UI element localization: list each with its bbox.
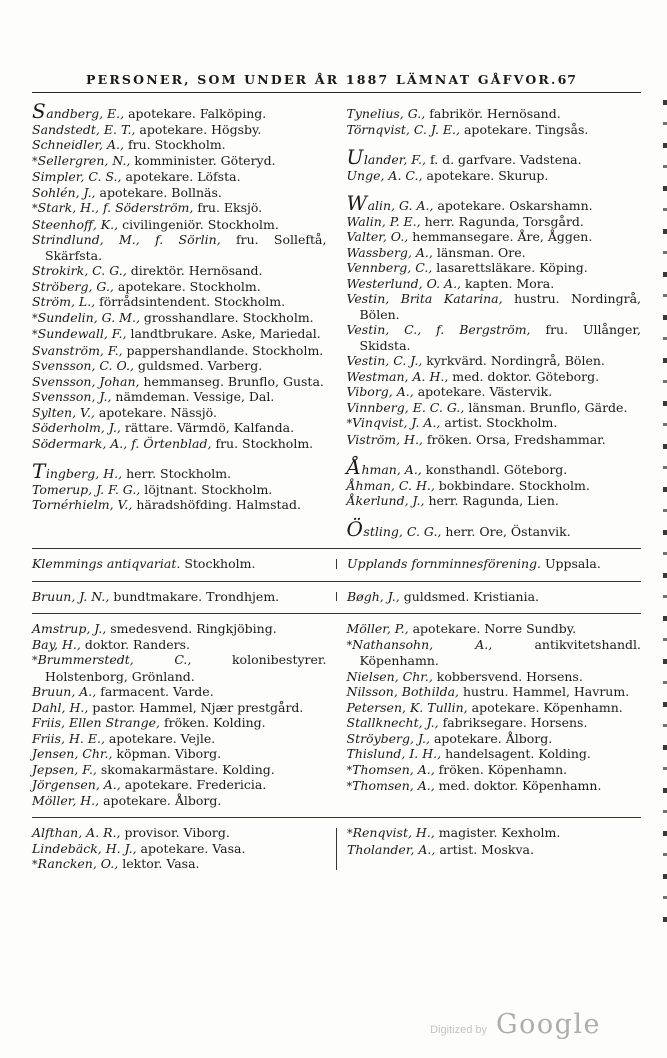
person-name: Svanström, F., xyxy=(32,342,123,358)
directory-entry xyxy=(347,715,642,731)
directory-entry xyxy=(347,825,641,842)
directory-entry xyxy=(346,145,642,169)
directory-entry xyxy=(347,621,642,637)
letter-group xyxy=(346,191,642,447)
page-title: PERSONER, SOM UNDER ÅR 1887 LÄMNAT GÅFVOR. xyxy=(86,72,558,87)
person-details: Stockholm. xyxy=(184,556,256,571)
donor-star: * xyxy=(32,858,38,871)
directory-entry xyxy=(32,358,327,374)
person-name: Westerlund, O. A., xyxy=(346,275,462,291)
person-details: guldsmed. Kristiania. xyxy=(403,588,540,604)
person-details: civilingeniör. Stockholm. xyxy=(122,216,279,232)
directory-entry xyxy=(32,652,327,684)
right-column xyxy=(337,556,641,572)
person-details: fröken. Kolding. xyxy=(163,715,266,730)
person-details: fabriksegare. Horsens. xyxy=(442,715,588,730)
directory-entry xyxy=(347,291,642,322)
directory-entry xyxy=(347,684,642,700)
person-details: f. d. garfvare. Vadstena. xyxy=(429,152,582,167)
section-dropcap: S xyxy=(32,99,47,123)
person-name: Vestin, C., f. Bergström, xyxy=(346,322,531,337)
person-details: kolonibestyrer. Holstenborg, Grönland. xyxy=(45,652,327,684)
person-details: hustru. Nordingrå, Bölen. xyxy=(359,291,641,322)
person-details: landtbrukare. Aske, Mariedal. xyxy=(130,326,321,341)
person-name: andberg, E., xyxy=(46,106,125,121)
person-name: Nilsson, Bothilda, xyxy=(346,684,459,699)
person-details: länsman. Ore. xyxy=(436,244,526,260)
letter-group xyxy=(347,825,641,857)
person-details: herr. Stockholm. xyxy=(126,466,232,481)
directory-entry xyxy=(347,432,642,448)
section-dropcap: Ö xyxy=(346,516,364,541)
directory-entry xyxy=(32,482,327,498)
donor-star: * xyxy=(346,417,353,430)
person-details: komminister. Göteryd. xyxy=(134,152,276,168)
person-name: Strokirk, C. G., xyxy=(32,263,127,278)
left-column xyxy=(32,556,336,572)
directory-entry xyxy=(32,343,327,359)
person-details: herr. Ore, Östanvik. xyxy=(445,523,571,539)
directory-entry xyxy=(32,825,326,841)
person-details: provisor. Viborg. xyxy=(124,825,230,840)
directory-entry xyxy=(32,793,327,809)
directory-entry xyxy=(32,556,326,572)
person-details: konsthandl. Göteborg. xyxy=(425,462,568,477)
person-name: Åkerlund, J., xyxy=(346,493,425,508)
directory-entry xyxy=(32,169,327,185)
donor-star: * xyxy=(32,311,38,325)
directory-entry xyxy=(32,715,327,731)
person-details: apotekare. Köpenhamn. xyxy=(471,699,623,715)
person-details: apotekare. Ålborg. xyxy=(103,792,222,808)
person-details: pappershandlande. Stockholm. xyxy=(126,342,324,358)
letter-group xyxy=(346,455,642,509)
letter-group xyxy=(32,459,327,513)
directory-entry xyxy=(32,856,326,873)
person-name: Ströberg, G., xyxy=(32,278,114,294)
person-name: Upplands fornminnesförening. xyxy=(347,556,541,571)
person-name: Stark, H., f. Söderström, xyxy=(37,200,194,215)
person-details: grosshandlare. Stockholm. xyxy=(143,309,314,325)
directory-entry xyxy=(32,326,327,343)
person-details: herr. Ragunda, Torsgård. xyxy=(424,213,584,229)
person-details: apotekare. Norre Sundby. xyxy=(412,621,577,636)
directory-entry xyxy=(32,374,327,390)
person-name: Bøgh, J., xyxy=(347,588,400,604)
header-rule xyxy=(32,92,641,93)
person-name: Tholander, A., xyxy=(347,841,436,857)
person-name: Friis, H. E., xyxy=(32,730,105,746)
page-body xyxy=(32,99,641,882)
left-column xyxy=(32,825,336,873)
directory-entry xyxy=(32,200,327,217)
person-name: Unge, A. C., xyxy=(346,167,423,183)
person-details: kyrkvärd. Nordingrå, Bölen. xyxy=(426,353,605,368)
person-name: Jensen, Chr., xyxy=(32,746,113,761)
section-band xyxy=(32,614,641,817)
person-details: bokbindare. Stockholm. xyxy=(438,477,590,493)
directory-entry xyxy=(347,276,642,292)
person-name: Valter, O., xyxy=(346,229,409,244)
directory-entry xyxy=(32,217,327,233)
person-details: pastor. Hammel, Njær prestgård. xyxy=(92,699,304,715)
directory-entry xyxy=(347,122,642,138)
directory-entry xyxy=(32,420,327,436)
letter-group xyxy=(32,621,327,808)
person-name: Svensson, J., xyxy=(32,389,112,404)
person-name: Simpler, C. S., xyxy=(32,169,122,184)
person-name: Steenhoff, K., xyxy=(32,216,119,232)
section-band xyxy=(32,99,641,548)
person-name: Dahl, H., xyxy=(32,699,89,715)
digitized-by-label: Digitized by xyxy=(430,1024,488,1036)
directory-entry xyxy=(347,415,642,432)
letter-group xyxy=(347,621,642,795)
directory-entry xyxy=(32,279,327,295)
left-column xyxy=(32,99,337,539)
directory-entry xyxy=(32,185,327,201)
person-name: Thislund, I. H., xyxy=(346,746,442,761)
left-column xyxy=(32,621,337,808)
person-name: Vinnberg, E. C. G., xyxy=(346,399,465,415)
directory-entry xyxy=(347,842,641,858)
person-name: Nielsen, Chr., xyxy=(346,668,433,684)
directory-entry xyxy=(32,310,327,327)
right-column xyxy=(337,825,641,873)
donor-star: * xyxy=(347,827,353,840)
person-details: apotekare. Vasa. xyxy=(140,840,246,856)
directory-entry xyxy=(32,684,327,700)
person-details: länsman. Brunflo, Gärde. xyxy=(468,399,628,415)
person-name: Törnqvist, C. J. E., xyxy=(346,121,460,137)
person-name: Klemmings antiqvariat. xyxy=(32,556,181,571)
directory-entry xyxy=(32,777,327,793)
letter-group xyxy=(346,516,642,541)
person-name: Bruun, J. N., xyxy=(32,588,110,604)
person-details: guldsmed. Varberg. xyxy=(137,358,263,373)
person-details: köpman. Viborg. xyxy=(116,746,222,761)
donor-star: * xyxy=(32,328,38,341)
person-name: Sundelin, G. M., xyxy=(37,309,140,325)
person-name: alin, G. A., xyxy=(367,198,434,213)
person-details: kapten. Mora. xyxy=(465,275,555,291)
person-name: Sylten, V., xyxy=(32,404,95,420)
directory-entry xyxy=(347,322,642,353)
donor-star: * xyxy=(346,638,353,652)
directory-entry xyxy=(32,700,327,716)
person-name: ingberg, H., xyxy=(45,466,123,481)
letter-group xyxy=(32,589,326,605)
person-name: Alfthan, A. R., xyxy=(32,825,121,840)
person-name: Thomsen, A., xyxy=(352,778,435,793)
donor-star: * xyxy=(32,654,38,667)
person-details: hemmansegare. Åre, Åggen. xyxy=(412,229,593,244)
person-details: fru. Solleftå, Skärfsta. xyxy=(45,232,327,263)
person-details: direktör. Hernösand. xyxy=(130,263,263,278)
directory-entry xyxy=(347,260,642,276)
person-name: hman, A., xyxy=(361,462,422,477)
person-name: Vestin, C. J., xyxy=(346,353,423,368)
person-name: Vestin, Brita Katarina, xyxy=(346,291,503,306)
directory-entry xyxy=(32,294,327,310)
person-details: fru. Eksjö. xyxy=(197,200,263,215)
directory-entry xyxy=(32,405,327,421)
person-name: Friis, Ellen Strange, xyxy=(32,715,160,730)
person-details: fröken. Orsa, Fredshammar. xyxy=(426,431,606,447)
right-column xyxy=(337,106,642,539)
person-details: apotekare. Tingsås. xyxy=(463,121,589,137)
directory-entry xyxy=(32,637,327,653)
person-details: smedesvend. Ringkjöbing. xyxy=(110,621,277,636)
person-details: löjtnant. Stockholm. xyxy=(144,481,273,497)
page-header xyxy=(32,72,641,92)
person-name: Ström, L., xyxy=(32,294,96,309)
person-details: apotekare. Skurup. xyxy=(426,167,549,183)
person-details: apotekare. Falköping. xyxy=(128,106,267,121)
directory-entry xyxy=(32,389,327,405)
person-name: Bruun, A., xyxy=(32,684,97,699)
person-details: Uppsala. xyxy=(544,556,601,571)
person-name: Brummerstedt, C., xyxy=(37,652,192,667)
person-name: Sundewall, F., xyxy=(37,326,127,341)
directory-entry xyxy=(347,478,642,494)
person-details: apotekare. Bollnäs. xyxy=(99,184,222,200)
person-name: Södermark, A., f. Örtenblad, xyxy=(32,435,212,451)
person-name: Ströyberg, J., xyxy=(346,730,430,746)
directory-entry xyxy=(347,384,642,400)
letter-group xyxy=(32,825,326,873)
person-details: rättare. Värmdö, Kalfanda. xyxy=(124,420,295,435)
person-name: Schneidler, A., xyxy=(32,137,124,152)
directory-entry xyxy=(346,455,642,479)
donor-star: * xyxy=(32,202,38,215)
directory-entry xyxy=(347,353,642,369)
section-band xyxy=(32,582,641,614)
person-name: Vennberg, C., xyxy=(346,260,433,275)
left-column xyxy=(32,589,336,605)
directory-entry xyxy=(346,516,642,541)
person-name: Viborg, A., xyxy=(346,384,414,399)
person-name: stling, C. G., xyxy=(363,523,442,539)
person-name: Lindebäck, H. J., xyxy=(32,840,137,856)
person-name: Vinqvist, J. A., xyxy=(352,415,441,430)
person-details: nämdeman. Vessige, Dal. xyxy=(115,389,275,404)
person-details: med. doktor. Köpenhamn. xyxy=(438,778,602,793)
person-name: Wassberg, A., xyxy=(346,244,433,260)
section-band xyxy=(32,549,641,581)
person-name: Tynelius, G., xyxy=(346,106,426,121)
person-name: Sohlén, J., xyxy=(32,184,96,200)
person-name: Tomerup, J. F. G., xyxy=(32,481,141,497)
person-name: lander, F., xyxy=(363,152,426,167)
person-name: Renqvist, H., xyxy=(352,825,435,840)
person-details: kobbersvend. Horsens. xyxy=(436,668,583,684)
page-number: 67 xyxy=(557,72,577,87)
person-name: Möller, P., xyxy=(346,621,409,636)
directory-entry xyxy=(32,621,327,637)
directory-entry xyxy=(347,778,642,795)
person-name: Möller, H., xyxy=(32,792,100,808)
person-name: Stallknecht, J., xyxy=(346,715,439,730)
directory-entry xyxy=(32,746,327,762)
person-details: fru. Stockholm. xyxy=(127,137,226,152)
person-name: Bay, H., xyxy=(32,636,81,652)
directory-entry xyxy=(347,746,642,762)
person-details: apotekare. Löfsta. xyxy=(125,169,241,184)
section-band xyxy=(32,818,641,882)
directory-entry xyxy=(32,589,326,605)
person-name: Petersen, K. Tullin, xyxy=(346,699,468,715)
directory-entry xyxy=(32,137,327,153)
directory-entry xyxy=(346,191,642,215)
directory-entry xyxy=(32,841,326,857)
directory-entry xyxy=(347,493,642,509)
scan-edge-artifacts xyxy=(663,100,667,930)
person-details: lasarettsläkare. Köping. xyxy=(436,260,588,275)
directory-entry xyxy=(32,762,327,778)
directory-entry xyxy=(32,263,327,279)
directory-entry xyxy=(347,762,642,779)
person-details: apotekare. Vejle. xyxy=(108,730,216,746)
person-details: herr. Ragunda, Lien. xyxy=(428,493,559,508)
section-dropcap: T xyxy=(32,459,46,483)
directory-entry xyxy=(347,731,642,747)
person-name: Sandstedt, E. T., xyxy=(32,121,136,137)
person-details: fru. Stockholm. xyxy=(215,435,314,451)
directory-entry xyxy=(32,153,327,170)
letter-group xyxy=(32,556,326,572)
person-details: med. doktor. Göteborg. xyxy=(452,368,600,384)
right-column xyxy=(337,621,642,808)
directory-entry xyxy=(347,400,642,416)
person-details: farmacent. Varde. xyxy=(100,684,214,699)
directory-entry xyxy=(347,369,642,385)
person-details: apotekare. Västervik. xyxy=(417,384,553,399)
directory-entry xyxy=(347,168,642,184)
person-details: apotekare. Oskarshamn. xyxy=(437,198,593,213)
directory-entry xyxy=(347,589,641,605)
person-name: Strindlund, M., f. Sörlin, xyxy=(32,232,221,247)
person-name: Viström, H., xyxy=(346,431,423,447)
letter-group xyxy=(347,589,641,605)
person-details: fröken. Köpenhamn. xyxy=(438,761,568,777)
directory-entry xyxy=(347,245,642,261)
person-details: antikvitetshandl. Köpenhamn. xyxy=(359,636,641,668)
right-column xyxy=(337,589,641,605)
person-details: hemmanseg. Brunflo, Gusta. xyxy=(143,373,324,389)
person-name: Westman, A. H., xyxy=(346,368,449,384)
person-name: Nathansohn, A., xyxy=(352,636,493,652)
person-details: apotekare. Fredericia. xyxy=(124,777,267,792)
directory-entry xyxy=(347,229,642,245)
person-details: artist. Stockholm. xyxy=(444,415,558,430)
person-name: Svensson, C. O., xyxy=(32,358,134,373)
letter-group xyxy=(347,106,642,137)
directory-entry xyxy=(347,106,642,122)
person-details: förrådsintendent. Stockholm. xyxy=(99,294,286,309)
person-details: häradshöfding. Halmstad. xyxy=(136,497,301,512)
person-name: Tornérhielm, V., xyxy=(32,497,133,512)
letter-group xyxy=(346,145,642,183)
person-details: apotekare. Högsby. xyxy=(139,121,262,137)
directory-entry xyxy=(32,459,327,483)
person-name: Thomsen, A., xyxy=(352,761,435,777)
person-details: hustru. Hammel, Havrum. xyxy=(462,684,630,699)
person-name: Sellergren, N., xyxy=(37,152,131,168)
donor-star: * xyxy=(346,763,353,777)
person-details: handelsagent. Kolding. xyxy=(445,746,591,761)
section-dropcap: U xyxy=(346,145,364,169)
person-details: skomakarmästare. Kolding. xyxy=(100,761,275,777)
person-name: Åhman, C. H., xyxy=(346,477,435,493)
person-details: bundtmakare. Trondhjem. xyxy=(113,588,280,604)
directory-entry xyxy=(32,731,327,747)
directory-entry xyxy=(32,232,327,263)
directory-entry xyxy=(32,122,327,138)
directory-entry xyxy=(32,497,327,513)
person-details: magister. Kexholm. xyxy=(438,825,561,840)
person-details: artist. Moskva. xyxy=(439,841,534,857)
person-details: apotekare. Stockholm. xyxy=(117,278,261,294)
person-name: Jepsen, F., xyxy=(32,761,97,777)
letter-group xyxy=(347,556,641,572)
person-details: lektor. Vasa. xyxy=(122,856,200,871)
google-watermark xyxy=(430,1009,601,1040)
person-details: doktor. Randers. xyxy=(84,636,190,652)
directory-entry xyxy=(32,436,327,452)
person-details: fru. Ullånger, Skidsta. xyxy=(359,322,642,353)
directory-entry xyxy=(347,637,642,669)
section-dropcap: W xyxy=(346,191,368,215)
person-name: Walin, P. E., xyxy=(346,213,421,229)
directory-entry xyxy=(32,99,327,123)
directory-entry xyxy=(347,214,642,230)
google-logo: Google xyxy=(496,1009,601,1040)
section-dropcap: Å xyxy=(346,455,362,479)
letter-group xyxy=(32,99,327,451)
person-details: apotekare. Nässjö. xyxy=(98,404,217,420)
person-name: Söderholm, J., xyxy=(32,420,121,435)
person-name: Jörgensen, A., xyxy=(32,777,121,792)
person-name: Svensson, Johan, xyxy=(32,373,140,389)
donor-star: * xyxy=(32,154,38,168)
directory-entry xyxy=(347,556,641,572)
donor-star: * xyxy=(346,780,353,793)
person-details: fabrikör. Hernösand. xyxy=(429,106,561,121)
person-details: apotekare. Ålborg. xyxy=(433,730,553,746)
directory-entry xyxy=(347,669,642,685)
person-name: Rancken, O., xyxy=(37,856,119,871)
person-name: Amstrup, J., xyxy=(32,621,107,636)
directory-entry xyxy=(347,700,642,716)
